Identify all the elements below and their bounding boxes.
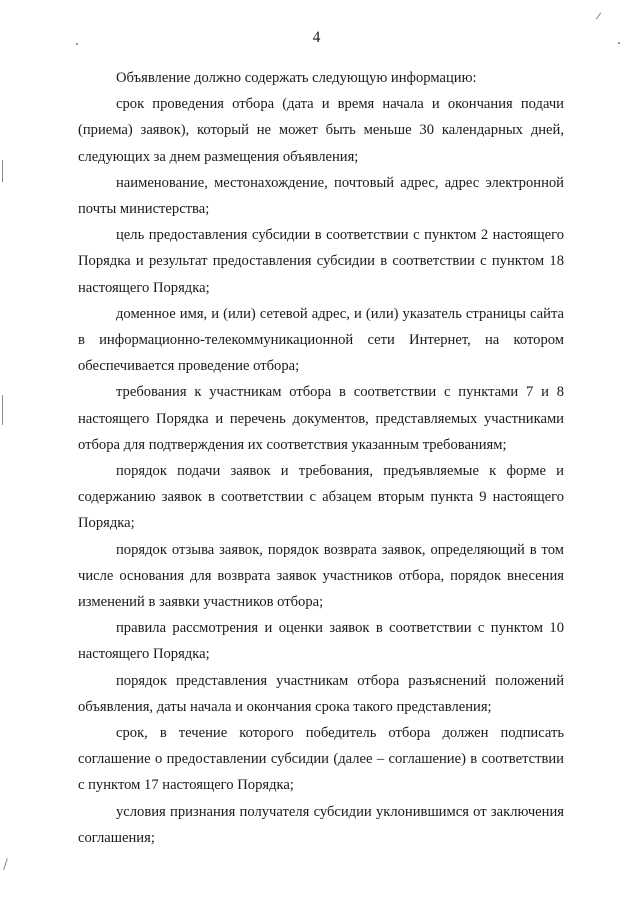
paragraph-participant-requirements: требования к участникам отбора в соответствии с пунктами 7 и 8 настоящего Порядка и перечень документов, представляемых участниками отбора для подтверждения их соответствия указанным требованиям;: [78, 384, 564, 453]
scan-edge-mark: [596, 12, 601, 19]
paragraph-agreement-deadline: срок, в течение которого победитель отбора должен подписать соглашение о предоставлении субсидии (далее – соглашение) в соответствии с пунктом 17 настоящего Порядка;: [78, 725, 564, 794]
paragraph-domain-name: доменное имя, и (или) сетевой адрес, и (или) указатель страницы сайта в информационно-телекоммуникационной сети Интернет, на котором обеспечивается проведение отбора;: [78, 305, 564, 375]
paragraph-intro: Объявление должно содержать следующую информацию:: [116, 70, 477, 86]
page-number: 4: [312, 29, 321, 46]
paragraph-deadline: срок проведения отбора (дата и время начала и окончания подачи (приема) заявок), который не может быть меньше 30 календарных дней, следующих за днем размещения объявления;: [78, 96, 564, 165]
paragraph-clarifications: порядок представления участникам отбора разъяснений положений объявления, даты начала и окончания срока такого представления;: [78, 672, 564, 715]
scan-edge-mark: [3, 858, 8, 870]
paragraph-application-withdrawal: порядок отзыва заявок, порядок возврата заявок, определяющий в том числе основания для возврата заявок участников отбора, порядок внесения изменений в заявки участников отбора;: [78, 541, 564, 611]
paragraph-evaluation-rules: правила рассмотрения и оценки заявок в соответствии с пунктом 10 настоящего Порядка;: [78, 620, 564, 663]
document-body: [78, 65, 564, 851]
paragraph-application-submission: порядок подачи заявок и требования, предъявляемые к форме и содержанию заявок в соответствии с абзацем вторым пункта 9 настоящего Порядка;: [78, 463, 564, 532]
paragraph-ministry-contacts: наименование, местонахождение, почтовый адрес, адрес электронной почты министерства;: [78, 174, 564, 218]
scan-speck: [618, 42, 620, 44]
scan-speck: [76, 43, 78, 45]
paragraph-evasion-conditions: условия признания получателя субсидии уклонившимся от заключения соглашения;: [78, 803, 564, 846]
paragraph-subsidy-purpose: цель предоставления субсидии в соответствии с пунктом 2 настоящего Порядка и результат предоставления субсидии в соответствии с пунктом 18 настоящего Порядка;: [78, 227, 564, 296]
scan-edge-mark: [2, 160, 3, 182]
scan-edge-mark: [2, 395, 3, 425]
